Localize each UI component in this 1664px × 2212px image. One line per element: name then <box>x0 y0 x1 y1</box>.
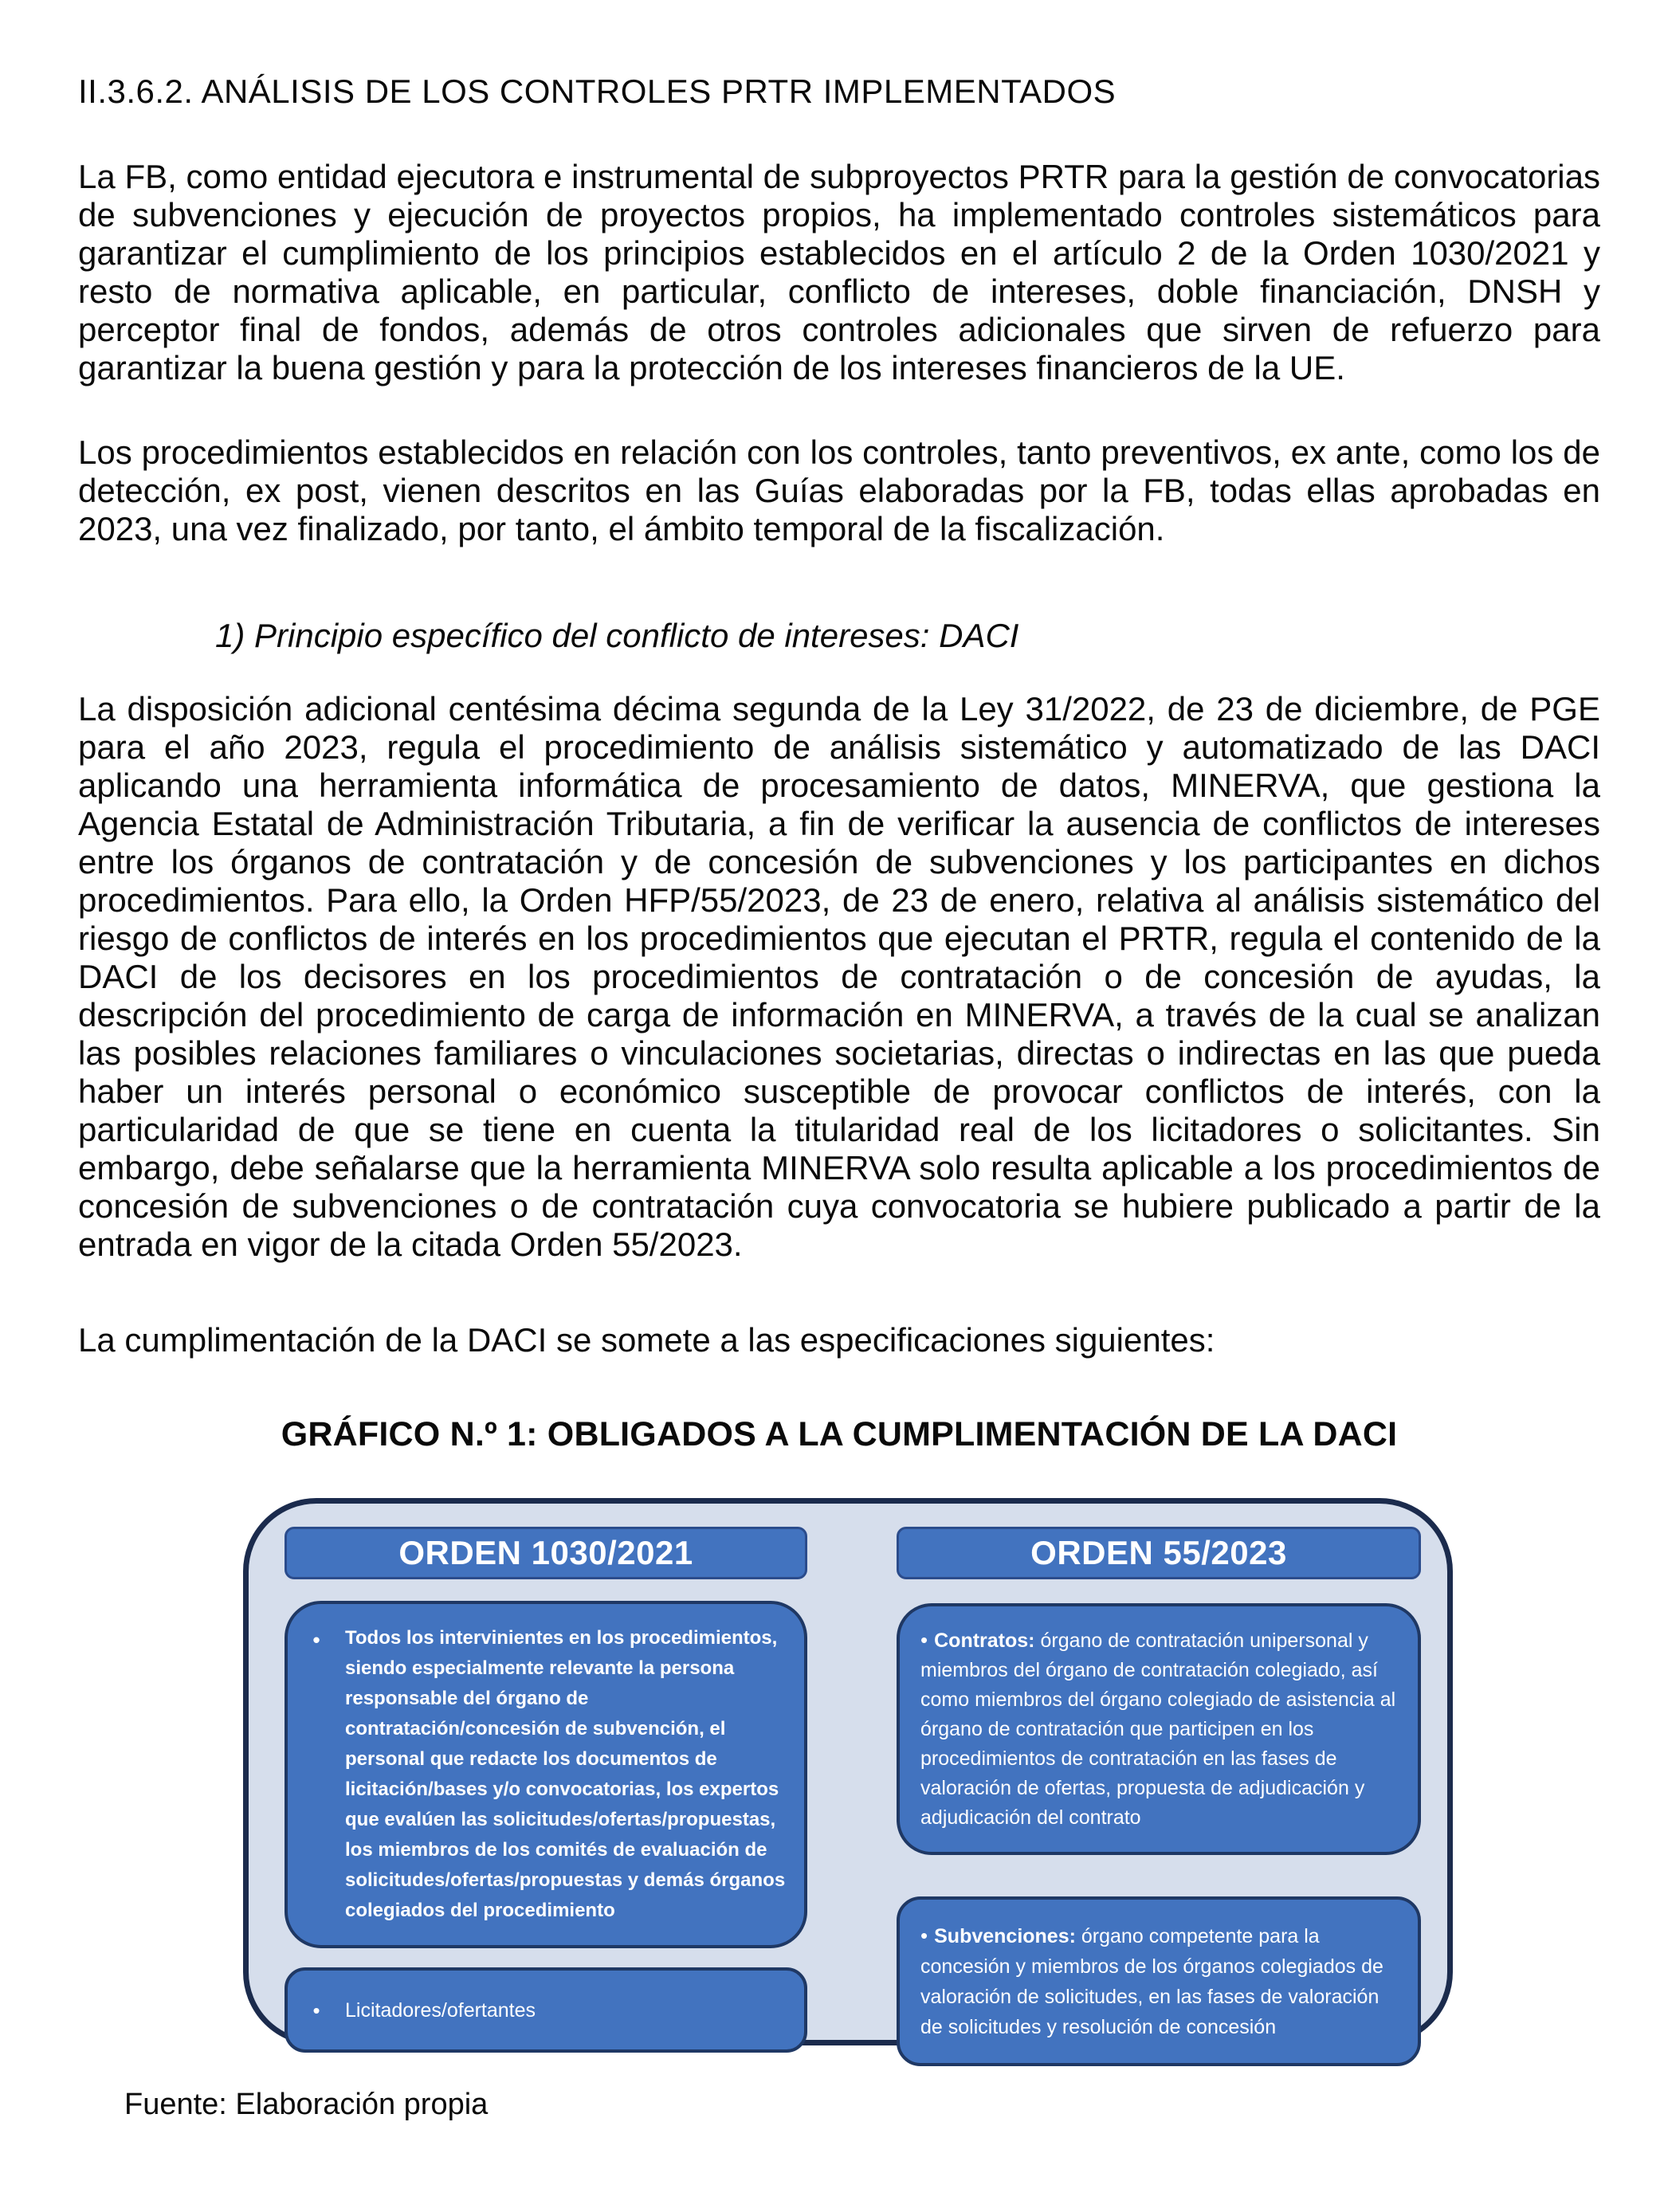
subheading-daci-principle: 1) Principio específico del conflicto de intereses: DACI <box>215 617 1019 654</box>
figure-header-orden-55-2023: ORDEN 55/2023 <box>897 1527 1421 1579</box>
figure-source-note: Fuente: Elaboración propia <box>124 2088 489 2121</box>
paragraph-controls-implemented: La FB, como entidad ejecutora e instrumental de subproyectos PRTR para la gestión de convocatorias de subvenciones y ejecución de proyectos propios, ha implementado controles sistemáticos para garantizar el cumplimiento de los principios establecidos en el artículo 2 de la Orden 1030/2021 y resto de normativa aplicable, en particular, conflicto de intereses, doble financiación, DNSH y perceptor final de fondos, además de otros controles adicionales que sirven de refuerzo para garantizar la buena gestión y para la protección de los intereses financieros de la UE. <box>78 158 1600 386</box>
bullet-icon: • <box>920 1924 928 1947</box>
paragraph-daci-specifications-intro: La cumplimentación de la DACI se somete a las especificaciones siguientes: <box>78 1321 1215 1359</box>
figure-box-subvenciones-lead: Subvenciones: <box>934 1925 1076 1947</box>
figure-box-contratos-text: órgano de contratación unipersonal y miembros del órgano de contratación colegiado, así como miembros del órgano colegiado de asistencia al órgano de contratación que participen en los procedimientos de contratación en las fases de valoración de ofertas, propuesta de adjudicación y adjudicación del contrato <box>920 1630 1396 1829</box>
figure-box-contratos-lead: Contratos: <box>934 1630 1035 1652</box>
page-content <box>0 72 1664 2122</box>
figure-column-orden-1030-2021 <box>285 1527 807 2040</box>
bullet-icon: • <box>312 1628 320 1652</box>
figure-box-subvenciones <box>897 1896 1421 2066</box>
paragraph-minerva-daci: La disposición adicional centésima décima segunda de la Ley 31/2022, de 23 de diciembre, de PGE para el año 2023, regula el procedimiento de análisis sistemático y automatizado de las DACI aplicando una herramienta informática de procesamiento de datos, MINERVA, que gestiona la Agencia Estatal de Administración Tributaria, a fin de verificar la ausencia de conflictos de intereses entre los órganos de contratación y de concesión de subvenciones y los participantes en dichos procedimientos. Para ello, la Orden HFP/55/2023, de 23 de enero, relativa al análisis sistemático del riesgo de conflictos de interés en los procedimientos que ejecutan el PRTR, regula el contenido de la DACI de los decisores en los procedimientos de contratación o de concesión de ayudas, la descripción del procedimiento de carga de información en MINERVA, a través de la cual se analizan las posibles relaciones familiares o vinculaciones societarias, directas o indirectas en las que pueda haber un interés personal o económico susceptible de provocar conflictos de interés, con la particularidad de que se tiene en cuenta la titularidad real de los licitadores o solicitantes. Sin embargo, debe señalarse que la herramienta MINERVA solo resulta aplicable a los procedimientos de concesión de subvenciones o de contratación cuya convocatoria se hubiere publicado a partir de la entrada en vigor de la citada Orden 55/2023. <box>78 690 1600 1263</box>
figure-column-orden-55-2023 <box>897 1527 1421 2040</box>
figure-box-subvenciones-text: órgano competente para la concesión y miembros de los órganos colegiados de valoración de solicitudes, en las fases de valoración de solicitudes y resolución de concesión <box>920 1925 1383 2038</box>
bullet-icon: • <box>312 1998 320 2022</box>
daci-figure-panel <box>243 1498 1453 2045</box>
figure-box-licitadores <box>285 1967 807 2053</box>
figure-box-intervinientes-text: Todos los intervinientes en los procedimientos, siendo especialmente relevante la persona responsable del órgano de contratación/concesión de subvención, el personal que redacte los documentos de licitación/bases y/o convocatorias, los expertos que evalúen las solicitudes/ofertas/propuestas, los miembros de los comités de evaluación de solicitudes/ofertas/propuestas y demás órganos colegiados del procedimiento <box>345 1627 786 1921</box>
figure-header-orden-1030-2021: ORDEN 1030/2021 <box>285 1527 807 1579</box>
bullet-icon: • <box>920 1628 928 1652</box>
figure-box-intervinientes <box>285 1601 807 1948</box>
figure-box-contratos <box>897 1603 1421 1855</box>
figure-title: GRÁFICO N.º 1: OBLIGADOS A LA CUMPLIMENTACIÓN DE LA DACI <box>281 1415 1398 1453</box>
figure-box-licitadores-text: Licitadores/ofertantes <box>345 1998 536 2022</box>
paragraph-procedures-guides: Los procedimientos establecidos en relación con los controles, tanto preventivos, ex ante, como los de detección, ex post, vienen descritos en las Guías elaboradas por la FB, todas ellas aprobadas en 2023, una vez finalizado, por tanto, el ámbito temporal de la fiscalización. <box>78 433 1600 547</box>
section-heading: II.3.6.2. ANÁLISIS DE LOS CONTROLES PRTR IMPLEMENTADOS <box>78 73 1117 110</box>
